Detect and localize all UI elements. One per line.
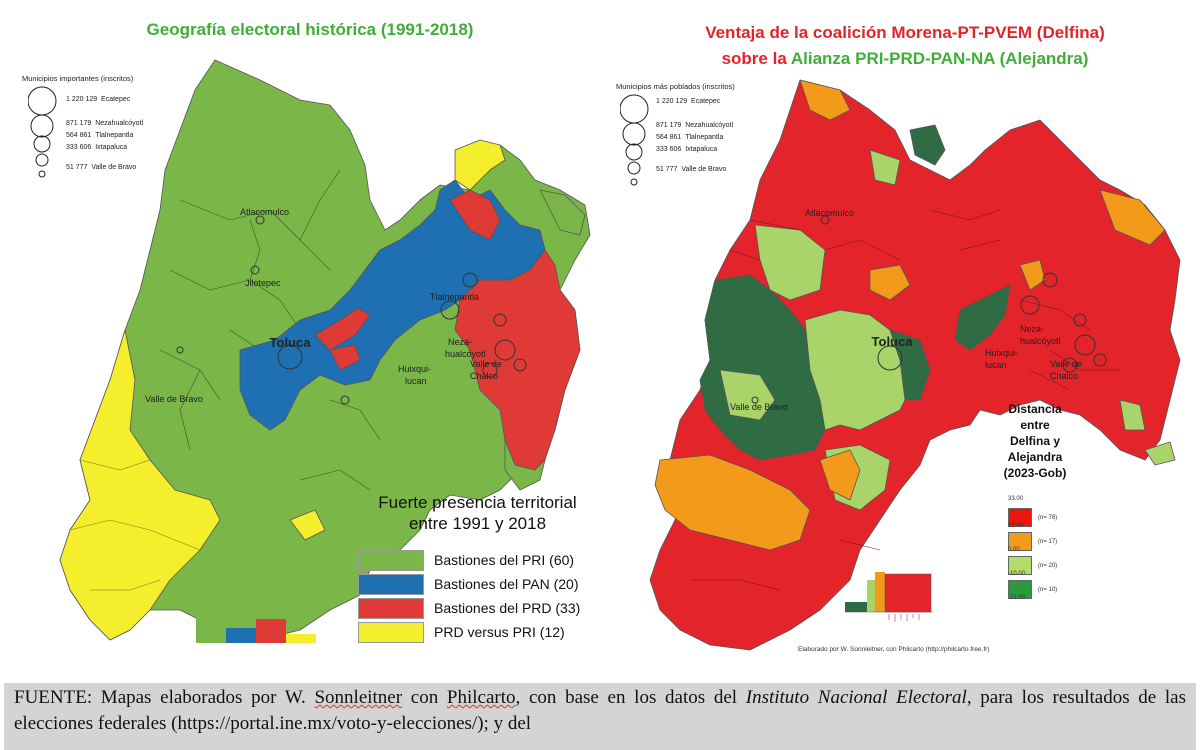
right-legend-histogram (845, 572, 935, 624)
right-city-label-toluca: Toluca (871, 334, 913, 349)
distance-legend-item-3: (n= 10) (1008, 576, 1088, 603)
left-mun-row-1: 871 179 Nezahualcóyotl (66, 120, 144, 127)
left-mun-row-0: 1 220 129 Ecatepec (66, 96, 131, 103)
right-municipios-legend: Municipios más poblados (inscritos) 1 220 129 Ecatepec 871 179 Nezahualcóyotl 564 861 Tlalnepantla 333 606 Ixtapaluca 51 777 Valle de Bravo (616, 82, 766, 91)
left-map-title: Geografía electoral histórica (1991-2018) (146, 20, 474, 39)
left-legend (358, 548, 580, 644)
legend-item-pri: Bastiones del PRI (60) (358, 548, 580, 572)
right-city-label-neza: Neza- (1020, 324, 1045, 334)
map-credit: Elaborado por W. Sonnleitner, con Philcarto (http://philcarto.free.fr) (798, 646, 990, 653)
right-map-title-line1: Ventaja de la coalición Morena-PT-PVEM (Delfina) (705, 23, 1105, 42)
distance-legend-item-2: (n= 20) (1008, 552, 1088, 579)
right-mun-row-0: 1 220 129 Ecatepec (656, 98, 721, 105)
histogram-bar-1 (226, 628, 256, 643)
software-name: Philcarto (446, 687, 516, 708)
left-legend-title: Fuerte presencia territorial entre 1991 y 2018 (378, 493, 577, 533)
legend-item-prd: Bastiones del PRD (33) (358, 596, 580, 620)
city-label-jilotepec: Jilotepec (245, 278, 281, 288)
histogram-bar-0 (196, 599, 226, 643)
right-mun-row-1: 871 179 Nezahualcóyotl (656, 122, 734, 129)
histogram-bar-3 (286, 634, 316, 643)
distance-legend-title: Distancia entre Delfina y Alejandra (2023-Gob) (1003, 402, 1067, 480)
right-map-title-line2: sobre la Alianza PRI-PRD-PAN-NA (Alejandra) (721, 49, 1089, 68)
right-mun-row-4: 51 777 Valle de Bravo (656, 166, 727, 173)
right-city-label-valle-chalco: Valle de (1050, 359, 1082, 369)
right-city-label-atlacomulco: Atlacomulco (805, 208, 855, 218)
svg-text:hualcóyotl: hualcóyotl (1020, 336, 1061, 346)
left-mun-row-3: 333 606 Ixtapaluca (66, 144, 128, 151)
left-legend-histogram (196, 598, 318, 644)
city-label-toluca: Toluca (269, 335, 311, 350)
svg-text:Chalco: Chalco (1050, 371, 1079, 381)
distance-legend-item-1: (n= 17) (1008, 528, 1088, 555)
left-municipios-legend: Municipios importantes (inscritos) 1 220 129 Ecatepec 871 179 Nezahualcóyotl 564 861 Tlalnepantla 333 606 Ixtapaluca 51 777 Valle de Bravo (22, 74, 172, 83)
source-caption: FUENTE: Mapas elaborados por W. Sonnleitner con Philcarto, con base en los datos del Instituto Nacional Electoral, para los resultados de las elecciones federales (https://portal.ine.mx/voto-y-elecciones/); y del (4, 683, 1196, 750)
right-city-label-valle-de-bravo: Valle de Bravo (730, 402, 788, 412)
distance-legend: 33.00 (n= 78) 13.00 (n= 17) 0.00 (n= 20) -10.00 (n= 10) -21.00 (1008, 496, 1088, 603)
city-label-neza: Neza- (448, 337, 473, 347)
author-name: Sonnleitner (314, 687, 403, 708)
right-map-title (610, 20, 1200, 72)
legend-item-prd-vs-pri: PRD versus PRI (12) (358, 620, 580, 644)
city-label-atlacomulco: Atlacomulco (240, 207, 290, 217)
histogram-bar-2 (256, 619, 286, 643)
left-mun-row-4: 51 777 Valle de Bravo (66, 164, 137, 171)
right-mun-row-2: 564 861 Tlalnepantla (656, 134, 724, 141)
city-label-tlalnepantla: Tlalnepantla (430, 292, 480, 302)
svg-text:lucan: lucan (985, 360, 1007, 370)
left-mun-row-2: 564 861 Tlalnepantla (66, 132, 134, 139)
right-city-label-huixquilucan: Huixqui- (985, 348, 1019, 358)
legend-item-pan: Bastiones del PAN (20) (358, 572, 580, 596)
distance-legend-item-0: (n= 78) (1008, 504, 1088, 531)
svg-text:hualcóyotl: hualcóyotl (445, 349, 486, 359)
city-label-valle-chalco: Valle de (470, 359, 502, 369)
city-label-valle-de-bravo: Valle de Bravo (145, 394, 203, 404)
institution-name: Instituto Nacional Electoral (745, 687, 967, 708)
svg-text:lucan: lucan (405, 376, 427, 386)
city-label-huixquilucan: Huixqui- (398, 364, 432, 374)
right-mun-row-3: 333 606 Ixtapaluca (656, 146, 718, 153)
svg-text:Chalco: Chalco (470, 371, 499, 381)
